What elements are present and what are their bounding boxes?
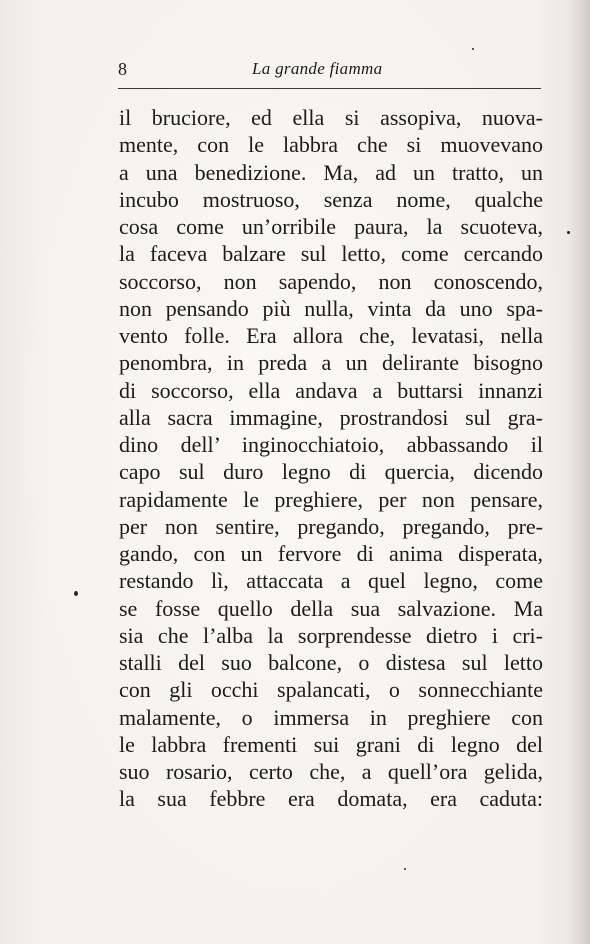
text-line: non pensando più nulla, vinta da uno spa-	[119, 295, 543, 321]
text-line: dino dell’ inginocchiatoio, abbassando il	[119, 432, 543, 457]
body-text	[119, 104, 543, 813]
text-line: cosa come un’orribile paura, la scuoteva,	[119, 214, 543, 239]
text-line: il bruciore, ed ella si assopiva, nuova-	[119, 105, 543, 130]
text-line: le labbra frementi sui grani di legno del	[119, 731, 543, 757]
text-line: di soccorso, ella andava a buttarsi innanzi	[119, 377, 543, 403]
text-line: malamente, o immersa in preghiere con	[119, 704, 543, 730]
text-line: vento folle. Era allora che, levatasi, nella	[119, 323, 543, 348]
header-rule	[118, 88, 541, 89]
text-line: soccorso, non sapendo, non conoscendo,	[119, 268, 543, 294]
text-line: incubo mostruoso, senza nome, qualche	[119, 186, 543, 212]
page-edge-shadow	[568, 0, 590, 944]
text-line: rapidamente le preghiere, per non pensare,	[119, 486, 543, 512]
text-line: stalli del suo balcone, o distesa sul letto	[119, 650, 543, 675]
text-line: restando lì, attaccata a quel legno, come	[119, 568, 543, 594]
running-title: La grande fiamma	[252, 59, 383, 78]
ink-speck	[404, 868, 406, 870]
text-line: capo sul duro legno di quercia, dicendo	[119, 459, 543, 485]
text-line: alla sacra immagine, prostrandosi sul gra-	[119, 404, 543, 430]
text-line: la sua febbre era domata, era caduta:	[119, 786, 543, 812]
text-line: se fosse quello della sua salvazione. Ma	[119, 595, 543, 621]
text-line: per non sentire, pregando, pregando, pre-	[119, 513, 543, 539]
text-line: mente, con le labbra che si muovevano	[119, 132, 543, 158]
ink-speck	[472, 48, 474, 50]
text-line: penombra, in preda a un delirante bisogno	[119, 350, 543, 376]
ink-speck	[74, 591, 78, 596]
text-line: gando, con un fervore di anima disperata,	[119, 541, 543, 566]
text-line: la faceva balzare sul letto, come cercando	[119, 241, 543, 267]
text-line: suo rosario, certo che, a quell’ora gelida,	[119, 759, 543, 784]
text-line: con gli occhi spalancati, o sonnecchiante	[119, 677, 543, 703]
page-number: 8	[118, 59, 127, 79]
ink-speck	[567, 231, 570, 234]
page-header	[118, 58, 540, 82]
text-line: sia che l’alba la sorprendesse dietro i cri-	[119, 622, 543, 648]
text-line: a una benedizione. Ma, ad un tratto, un	[119, 159, 543, 185]
